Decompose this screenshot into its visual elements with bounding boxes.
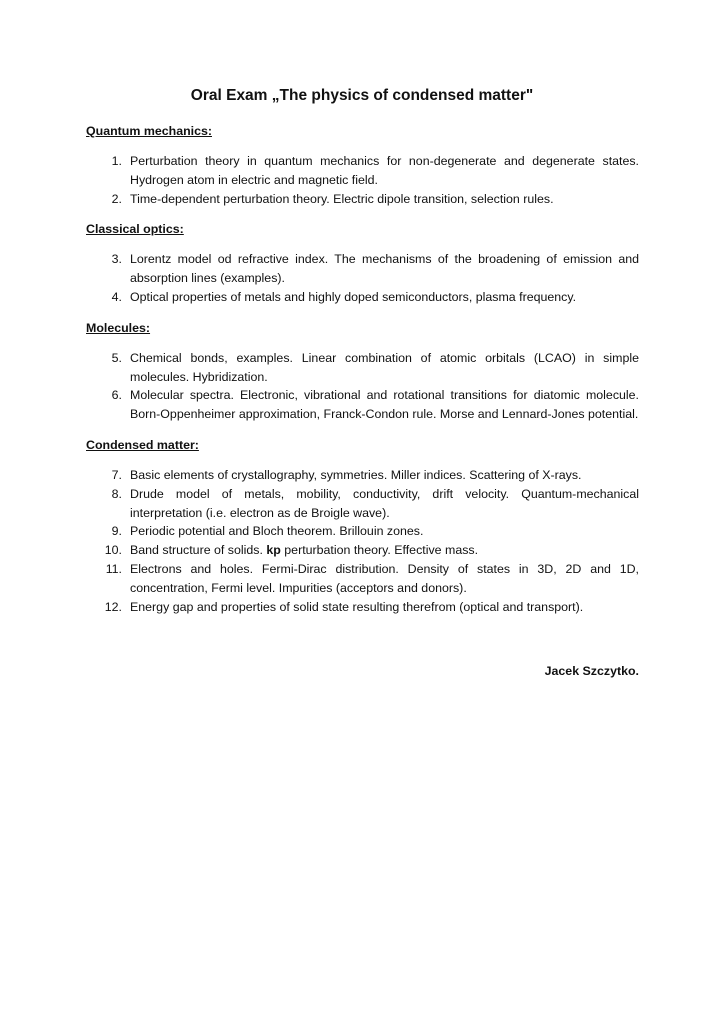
- item-number: 2.: [111, 191, 122, 206]
- item-number: 10.: [104, 543, 122, 558]
- item-number: 1.: [111, 154, 122, 168]
- item-number: 11.: [105, 561, 122, 576]
- item-text: Optical properties of metals and highly doped semiconductors, plasma frequency.: [130, 289, 577, 304]
- section-molecules: [86, 319, 639, 424]
- item-text: Perturbation theory in quantum mechanics for non-degenerate and degenerate states. Hydrogen atom in electric and magnetic field.: [130, 154, 639, 187]
- section-classical-optics: [86, 220, 639, 306]
- item-number: 8.: [111, 486, 122, 501]
- item-text: [130, 541, 639, 560]
- section-list: [86, 152, 639, 208]
- item-text: Time-dependent perturbation theory. Electric dipole transition, selection rules.: [130, 191, 554, 206]
- list-item: [86, 522, 639, 541]
- item-text: Chemical bonds, examples. Linear combination of atomic orbitals (LCAO) in simple molecules. Hybridization.: [130, 350, 639, 384]
- item-text-part: Band structure of solids.: [130, 543, 267, 558]
- item-number: 4.: [111, 289, 122, 304]
- item-number: 5.: [111, 350, 122, 365]
- section-heading: Classical optics:: [86, 222, 184, 237]
- item-text: Energy gap and properties of solid state resulting therefrom (optical and transport).: [130, 599, 584, 614]
- item-text: Lorentz model od refractive index. The mechanisms of the broadening of emission and absorption lines (examples).: [130, 252, 639, 286]
- section-list: [86, 349, 639, 424]
- list-item: [86, 466, 639, 485]
- section-list: [86, 250, 639, 306]
- section-condensed-matter: [86, 436, 639, 616]
- list-item: [86, 541, 639, 560]
- document-content: [86, 122, 639, 628]
- item-text-part: perturbation theory. Effective mass.: [280, 543, 479, 558]
- item-text: Electrons and holes. Fermi-Dirac distribution. Density of states in 3D, 2D and 1D, concentration, Fermi level. Impurities (acceptors and donors).: [130, 561, 639, 595]
- item-text: Periodic potential and Bloch theorem. Brillouin zones.: [130, 524, 424, 539]
- author-signature: Jacek Szczytko.: [544, 664, 639, 678]
- item-text-bold: kp: [266, 543, 281, 558]
- list-item: [86, 560, 639, 598]
- list-item: [86, 288, 639, 307]
- item-text: Drude model of metals, mobility, conductivity, drift velocity. Quantum-mechanical interpretation (i.e. electron as de Broigle wave).: [130, 486, 639, 520]
- list-item: [86, 349, 639, 387]
- list-item: [86, 598, 639, 617]
- section-heading: Condensed matter:: [86, 437, 199, 452]
- section-list: [86, 466, 639, 616]
- item-text: Molecular spectra. Electronic, vibrational and rotational transitions for diatomic molecule. Born-Oppenheimer approximation, Franck-Condon rule. Morse and Lennard-Jones potential.: [130, 388, 639, 422]
- section-heading: Quantum mechanics:: [86, 124, 212, 138]
- item-text: Basic elements of crystallography, symmetries. Miller indices. Scattering of X-rays.: [130, 467, 582, 482]
- list-item: [86, 152, 639, 190]
- item-number: 7.: [111, 467, 122, 482]
- item-number: 3.: [111, 252, 122, 267]
- section-quantum-mechanics: [86, 122, 639, 208]
- item-number: 9.: [111, 524, 122, 539]
- list-item: [86, 485, 639, 523]
- item-number: 6.: [111, 388, 122, 403]
- list-item: [86, 386, 639, 424]
- list-item: [86, 250, 639, 288]
- section-heading: Molecules:: [86, 320, 151, 335]
- list-item: [86, 190, 639, 209]
- item-number: 12.: [104, 599, 122, 614]
- document-title: Oral Exam „The physics of condensed matter": [190, 87, 534, 104]
